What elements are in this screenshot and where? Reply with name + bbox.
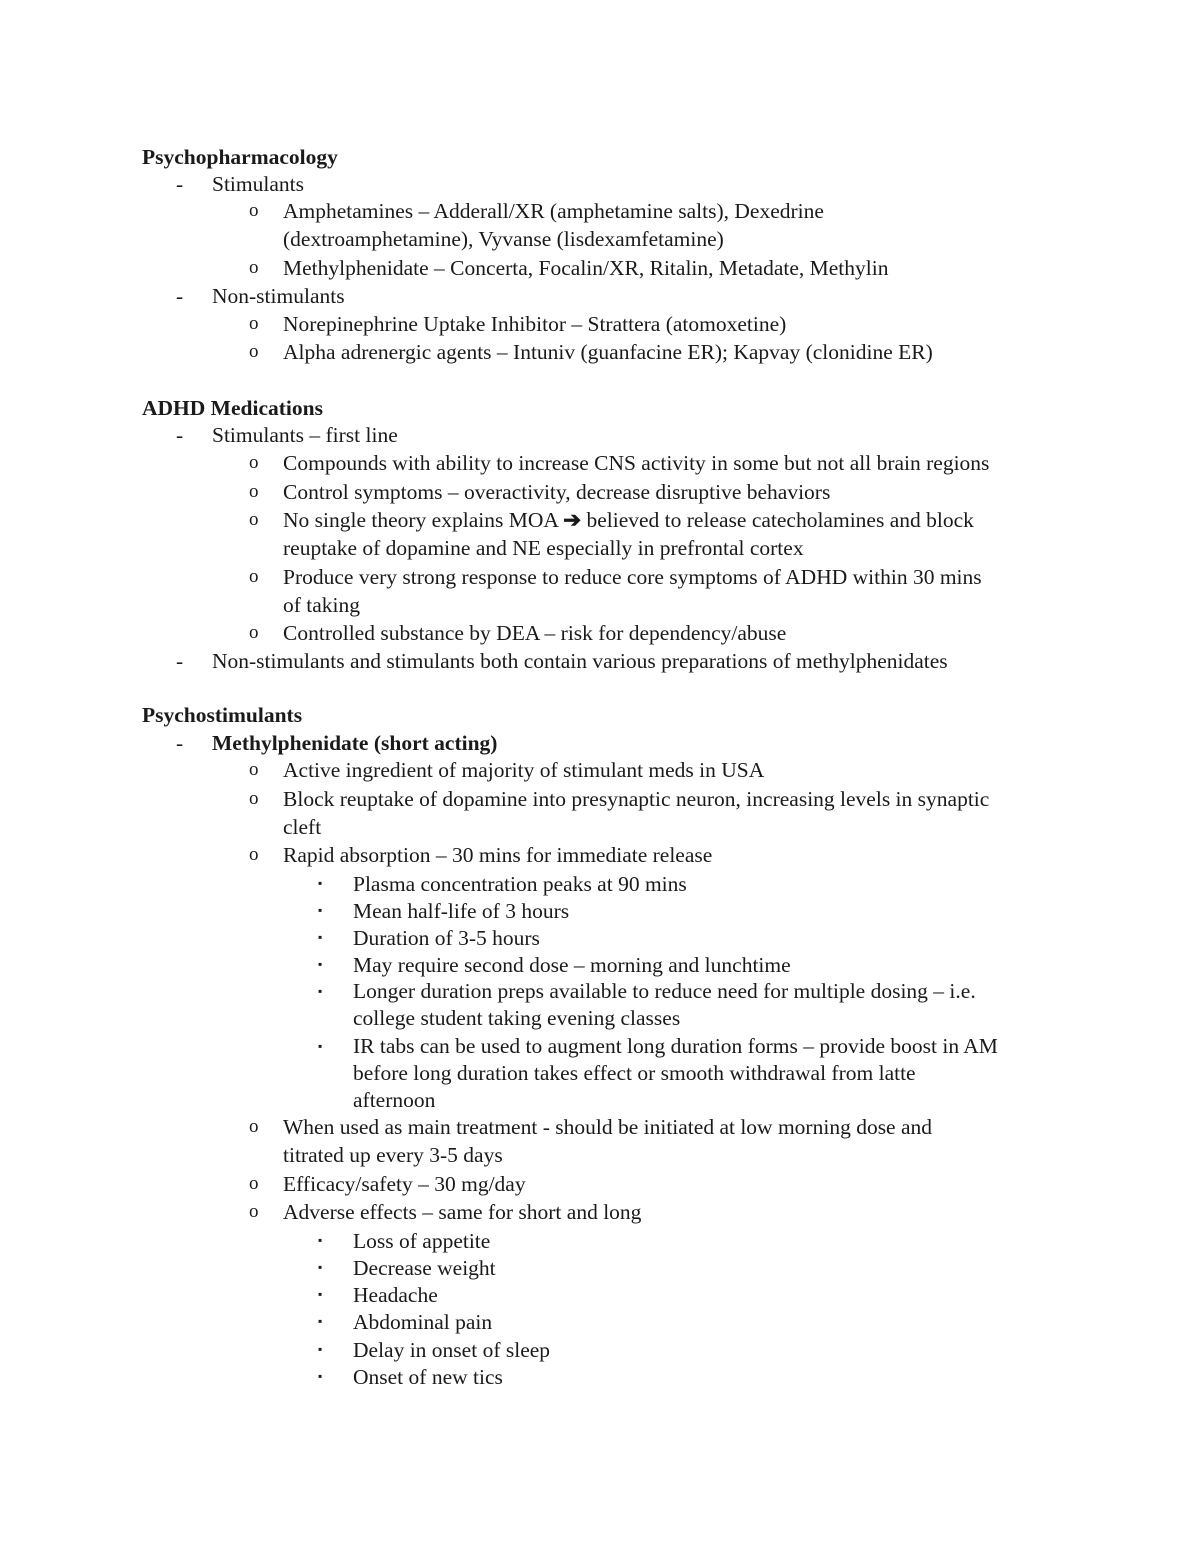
item-text: Abdominal pain xyxy=(353,1310,493,1334)
circle-bullet: o xyxy=(249,844,259,865)
circle-bullet: o xyxy=(249,481,259,502)
item-text: Active ingredient of majority of stimulant meds in USA xyxy=(283,758,765,782)
item-text: cleft xyxy=(283,815,322,839)
square-bullet: ▪ xyxy=(318,930,323,944)
circle-bullet: o xyxy=(249,200,259,221)
circle-bullet: o xyxy=(249,622,259,643)
heading-psychopharmacology: Psychopharmacology xyxy=(142,145,338,169)
item-text: believed to release catecholamines and block xyxy=(586,508,974,532)
item-text: Onset of new tics xyxy=(353,1365,503,1389)
item-text: Rapid absorption – 30 mins for immediate release xyxy=(283,843,713,867)
item-text: Decrease weight xyxy=(353,1256,496,1280)
item-text: IR tabs can be used to augment long duration forms – provide boost in AM xyxy=(353,1034,998,1058)
item-text: college student taking evening classes xyxy=(353,1006,681,1030)
item-text: Controlled substance by DEA – risk for dependency/abuse xyxy=(283,621,787,645)
square-bullet: ▪ xyxy=(318,984,323,998)
item-text: Adverse effects – same for short and long xyxy=(283,1200,642,1224)
square-bullet: ▪ xyxy=(318,1260,323,1274)
item-text: titrated up every 3-5 days xyxy=(283,1143,503,1167)
square-bullet: ▪ xyxy=(318,1342,323,1356)
item-text: Stimulants xyxy=(212,172,304,196)
item-text: before long duration takes effect or smooth withdrawal from latte xyxy=(353,1061,916,1085)
item-text: Produce very strong response to reduce core symptoms of ADHD within 30 mins xyxy=(283,565,982,589)
item-text: Non-stimulants xyxy=(212,284,345,308)
item-text: Delay in onset of sleep xyxy=(353,1338,551,1362)
heading-adhd-medications: ADHD Medications xyxy=(142,396,323,420)
circle-bullet: o xyxy=(249,313,259,334)
dash-bullet: - xyxy=(176,731,184,755)
dash-bullet: - xyxy=(176,284,184,308)
item-text: When used as main treatment - should be initiated at low morning dose and xyxy=(283,1115,933,1139)
item-text: Block reuptake of dopamine into presynaptic neuron, increasing levels in synaptic xyxy=(283,787,990,811)
square-bullet: ▪ xyxy=(318,1233,323,1247)
circle-bullet: o xyxy=(249,509,259,530)
item-text: Alpha adrenergic agents – Intuniv (guanfacine ER); Kapvay (clonidine ER) xyxy=(283,340,933,364)
item-text: (dextroamphetamine), Vyvanse (lisdexamfetamine) xyxy=(283,227,724,251)
dash-bullet: - xyxy=(176,172,184,196)
circle-bullet: o xyxy=(249,1201,259,1222)
item-text: Methylphenidate (short acting) xyxy=(212,731,498,755)
item-text: of taking xyxy=(283,593,361,617)
item-text: reuptake of dopamine and NE especially in prefrontal cortex xyxy=(283,536,804,560)
circle-bullet: o xyxy=(249,759,259,780)
item-text: Control symptoms – overactivity, decrease disruptive behaviors xyxy=(283,480,831,504)
square-bullet: ▪ xyxy=(318,1287,323,1301)
item-text: Stimulants – first line xyxy=(212,423,398,447)
item-text: Plasma concentration peaks at 90 mins xyxy=(353,872,687,896)
circle-bullet: o xyxy=(249,257,259,278)
arrow-right-icon: ➔ xyxy=(563,508,582,532)
circle-bullet: o xyxy=(249,788,259,809)
circle-bullet: o xyxy=(249,1173,259,1194)
square-bullet: ▪ xyxy=(318,903,323,917)
heading-psychostimulants: Psychostimulants xyxy=(142,703,303,727)
square-bullet: ▪ xyxy=(318,876,323,890)
item-text: afternoon xyxy=(353,1088,436,1112)
item-text: Headache xyxy=(353,1283,438,1307)
square-bullet: ▪ xyxy=(318,957,323,971)
item-text: Methylphenidate – Concerta, Focalin/XR, Ritalin, Metadate, Methylin xyxy=(283,256,889,280)
dash-bullet: - xyxy=(176,649,184,673)
item-text: Non-stimulants and stimulants both contain various preparations of methylphenidates xyxy=(212,649,948,673)
circle-bullet: o xyxy=(249,1116,259,1137)
circle-bullet: o xyxy=(249,566,259,587)
square-bullet: ▪ xyxy=(318,1369,323,1383)
item-text: Mean half-life of 3 hours xyxy=(353,899,570,923)
dash-bullet: - xyxy=(176,423,184,447)
circle-bullet: o xyxy=(249,341,259,362)
item-text: Efficacy/safety – 30 mg/day xyxy=(283,1172,526,1196)
square-bullet: ▪ xyxy=(318,1314,323,1328)
item-text: Duration of 3-5 hours xyxy=(353,926,540,950)
circle-bullet: o xyxy=(249,452,259,473)
item-text: No single theory explains MOA xyxy=(283,508,558,532)
item-text: Amphetamines – Adderall/XR (amphetamine salts), Dexedrine xyxy=(283,199,824,223)
item-text: May require second dose – morning and lunchtime xyxy=(353,953,791,977)
item-text: Norepinephrine Uptake Inhibitor – Strattera (atomoxetine) xyxy=(283,312,787,336)
square-bullet: ▪ xyxy=(318,1039,323,1053)
item-text: Loss of appetite xyxy=(353,1229,491,1253)
item-text: Longer duration preps available to reduce need for multiple dosing – i.e. xyxy=(353,979,976,1003)
item-text: Compounds with ability to increase CNS activity in some but not all brain regions xyxy=(283,451,990,475)
